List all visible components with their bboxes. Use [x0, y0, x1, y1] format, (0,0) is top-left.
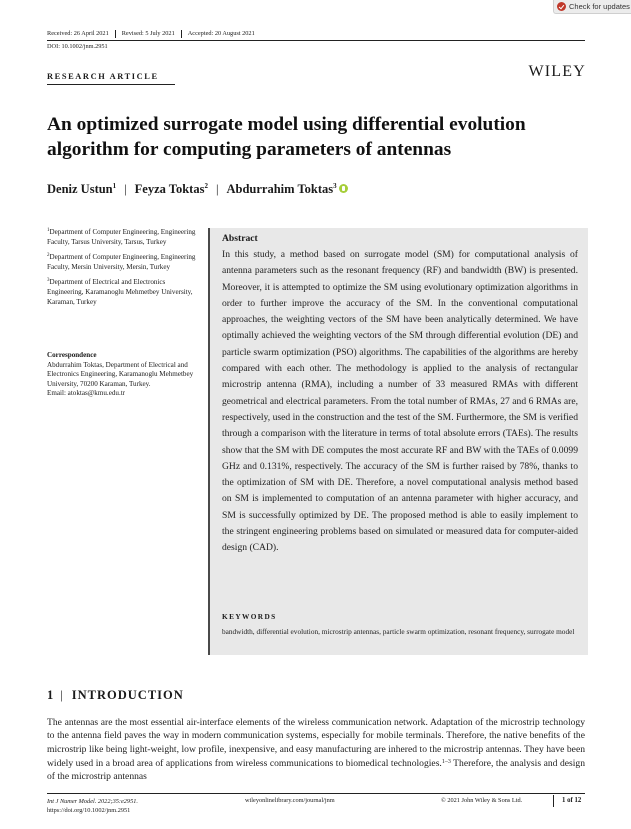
citation-ref[interactable]: 1–3	[441, 758, 451, 765]
section-number: 1	[47, 688, 55, 702]
article-history	[47, 30, 585, 38]
author-affiliation-marker: 1	[112, 182, 117, 190]
affiliation-text: Department of Computer Engineering, Engineering Faculty, Mersin University, Mersin, Turkey	[47, 253, 196, 271]
keywords-list: bandwidth, differential evolution, microstrip antennas, particle swarm optimization, resonant frequency, surrogate model	[222, 627, 575, 636]
publisher-logo: WILEY	[528, 63, 586, 80]
affiliation-number: 2	[47, 253, 50, 259]
abstract-heading: Abstract	[222, 233, 258, 244]
author-list	[47, 182, 348, 197]
affiliation	[47, 276, 197, 307]
check-badge-icon	[557, 2, 566, 11]
footer-doi-link[interactable]: https://doi.org/10.1002/jnm.2951	[47, 807, 131, 814]
correspondence-email[interactable]: Email: atoktas@kmu.edu.tr	[47, 389, 126, 398]
author-affiliation-marker: 3	[333, 182, 337, 190]
section-heading-introduction	[47, 688, 184, 703]
author-separator: |	[124, 182, 127, 196]
introduction-paragraph	[47, 716, 585, 783]
check-for-updates-label: Check for updates	[569, 2, 630, 11]
affiliation-number: 1	[47, 228, 50, 233]
author-name[interactable]: Feyza Toktas	[134, 182, 205, 196]
received-date: Received: 26 April 2021	[47, 30, 109, 37]
abstract-text: In this study, a method based on surrogate model (SM) for computational analysis of antenna parameters such as the resonant frequency (RF) and bandwidth (BW) is presented. Moreover, it is attempted to optimize the SM using evolutionary optimization algorithms in order to further improve the accuracy of the SM. In the conventional computational approaches, the weighting vectors of the SM have been analytically determined. We have optimally achieved the weighting vectors of the SM through differential evolution (DE) and particle swarm optimization (PSO) algorithms. The capabilities of the algorithms are hereby compared with each other. The methodology is applied to the analysis of rectangular microstrip antenna (RMA), including a number of 33 measured RMAs with different geometrical and electrical parameters. From the total number of RMAs, 27 and 6 RMAs are, respectively, used in the construction and the test of the SM. Furthermore, the SM is verified through a comparison with the literature in terms of total absolute errors (TAEs). The results show that the SM with DE computes the most accurate RF and BW with the TAEs of 0.0099 GHz and 0.131%, respectively. The accuracy of the SM is further raised by 78%, thanks to the optimization of SM with DE. Therefore, a novel computational analysis method based on SM is implemented to computation of an antenna parameter with higher accuracy, and SM is successfully optimized by DE. The proposed method is able to easily implement to the stringent engineering problems based on simulated or measured data for computer-aided design (CAD).	[222, 249, 578, 554]
check-for-updates-badge[interactable]	[553, 0, 631, 14]
footer-divider	[47, 793, 585, 794]
author-name[interactable]: Deniz Ustun	[47, 182, 113, 196]
orcid-icon[interactable]	[339, 184, 348, 193]
correspondence-heading: Correspondence	[47, 351, 97, 359]
revised-date: Revised: 5 July 2021	[115, 30, 181, 38]
correspondence-address: Abdurrahim Toktas, Department of Electrical and Electronics Engineering, Karamanoglu Mehmetbey University, 70200 Karaman, Turkey.	[47, 360, 194, 388]
header-divider	[47, 40, 585, 41]
affiliations	[47, 226, 197, 311]
section-title: INTRODUCTION	[71, 688, 184, 702]
footer-journal: Int J Numer Model. 2022;35:e2951.	[47, 798, 138, 805]
author-affiliation-marker: 2	[204, 182, 208, 190]
footer-copyright: © 2021 John Wiley & Sons Ltd.	[441, 797, 523, 804]
intro-text-part2: Therefore, the analysis and design of the microstrip antennas	[47, 757, 585, 783]
doi[interactable]: DOI: 10.1002/jnm.2951	[47, 43, 108, 50]
affiliation	[47, 226, 197, 247]
affiliation-text: Department of Computer Engineering, Engineering Faculty, Tarsus University, Tarsus, Turkey	[47, 228, 196, 246]
affiliation-text: Department of Electrical and Electronics Engineering, Karamanoglu Mehmetbey University, Karaman, Turkey	[47, 278, 193, 306]
author-separator: |	[215, 182, 219, 196]
footer-citation	[47, 797, 138, 815]
affiliation	[47, 251, 197, 272]
page-number: 1 of 12	[553, 795, 581, 807]
author-name[interactable]: Abdurrahim Toktas	[226, 182, 334, 196]
article-type-underline	[47, 84, 175, 85]
keywords-heading: KEYWORDS	[222, 612, 277, 621]
accepted-date: Accepted: 20 August 2021	[181, 30, 261, 38]
footer-site-link[interactable]: wileyonlinelibrary.com/journal/jnm	[245, 797, 335, 804]
intro-text-part1: The antennas are the most essential air-interface elements of the wireless communication network. Adaptation of the microstrip technology to the antenna field paves the way in modern communication systems, especially for mobile terminals. Therefore, the native benefits of the microstrip like being light-weight, low profile, inexpensive, and easy manufacturing are inhered to the microstrip antennas. They have been widely used in a broad area of applications from wireless communications to biomedical technologies.	[47, 717, 585, 769]
affiliation-number: 3	[47, 278, 50, 284]
section-separator: |	[60, 688, 64, 702]
correspondence	[47, 351, 197, 399]
article-type: RESEARCH ARTICLE	[47, 72, 159, 81]
paper-title: An optimized surrogate model using differential evolution algorithm for computing parameters of antennas	[47, 114, 526, 160]
